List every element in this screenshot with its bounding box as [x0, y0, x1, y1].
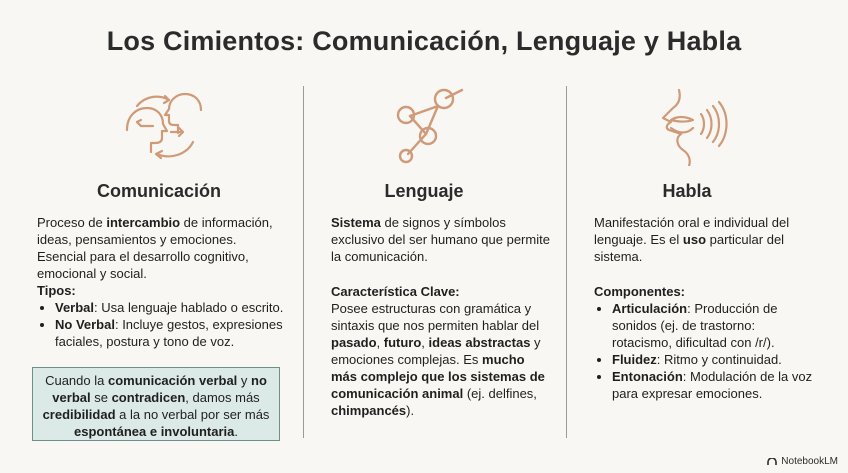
column-heading-comunicacion: Comunicación	[96, 181, 221, 201]
list-item: • Fluidez: Ritmo y continuidad.	[612, 351, 814, 368]
column-divider	[566, 86, 567, 438]
communication-heads-icon	[113, 86, 209, 166]
list-item: • No Verbal: Incluye gestos, expresiones faciales, postura y tono de voz.	[55, 316, 289, 350]
brand-watermark	[767, 456, 838, 467]
comunicacion-definition: Proceso de intercambio de información, ideas, pensamientos y emociones. Esencial para el desarrollo cognitivo, emocional y social.	[37, 215, 273, 281]
components-label: Componentes:	[594, 284, 685, 299]
list-item: • Articulación: Producción de sonidos (ej. de trastorno: rotacismo, dificultad con /r/).	[612, 300, 814, 351]
callout-note: Cuando la comunicación verbal y no verbal se contradicen, damos más credibilidad a la no verbal por ser más espontánea e involuntaria.	[32, 367, 280, 441]
network-nodes-icon	[386, 86, 482, 166]
column-heading-lenguaje: Lenguaje	[384, 181, 464, 201]
key-feature-text: Posee estructuras con gramática y sintaxis que nos permiten hablar del pasado, futuro, ideas abstractas y emociones complejas. Es mucho más complejo que los sistemas de comunicación animal (ej. delfines, chimpancés).	[331, 301, 545, 418]
lenguaje-body	[331, 214, 551, 419]
types-list	[37, 299, 289, 350]
speaking-mouth-icon	[649, 86, 745, 166]
column-heading-habla: Habla	[662, 181, 712, 201]
habla-definition: Manifestación oral e individual del lenguaje. Es el uso particular del sistema.	[594, 215, 790, 264]
lenguaje-definition: Sistema de signos y símbolos exclusivo del ser humano que permite la comunicación.	[331, 215, 550, 264]
page-title: Los Cimientos: Comunicación, Lenguaje y Habla	[106, 26, 742, 56]
list-item: • Entonación: Modulación de la voz para expresar emociones.	[612, 368, 814, 402]
habla-body	[594, 214, 814, 402]
components-list	[594, 300, 814, 402]
list-item: • Verbal: Usa lenguaje hablado o escrito.	[55, 299, 289, 316]
comunicacion-body	[37, 214, 289, 350]
notebooklm-logo-icon	[767, 458, 777, 466]
column-divider	[303, 86, 304, 438]
brand-label: NotebookLM	[781, 456, 838, 467]
types-label: Tipos:	[37, 283, 76, 298]
key-feature-label: Característica Clave:	[331, 284, 460, 299]
